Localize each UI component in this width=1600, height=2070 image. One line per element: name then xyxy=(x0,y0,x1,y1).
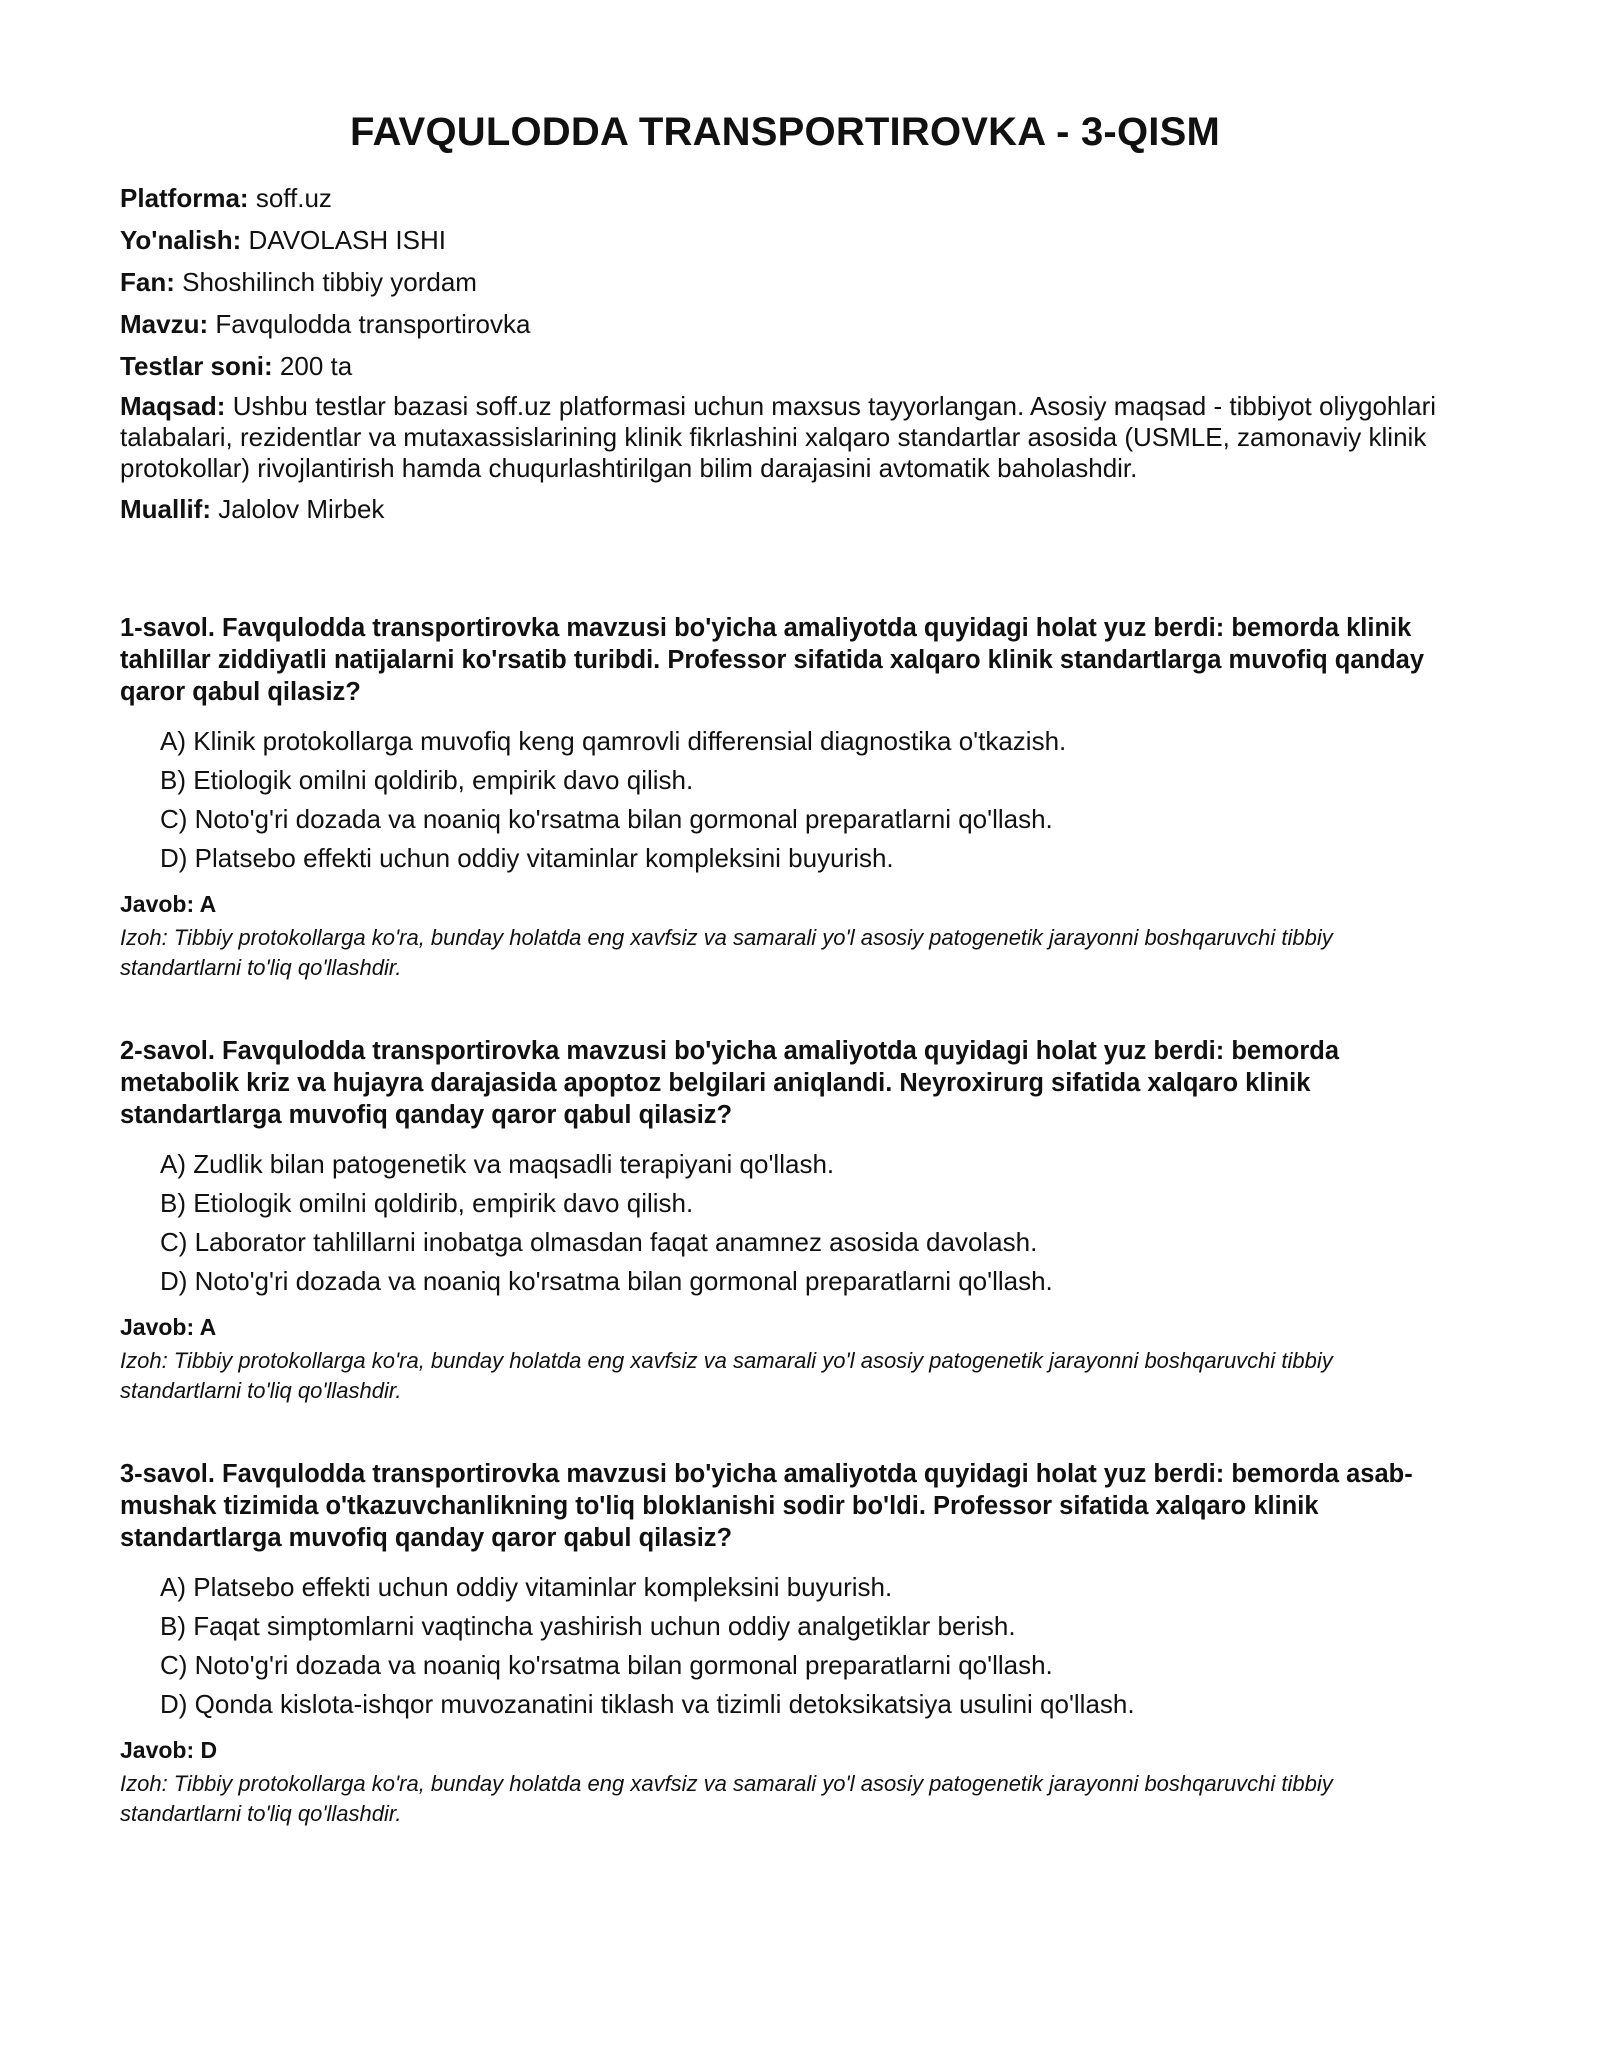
question-item xyxy=(120,1035,1450,1406)
meta-platform xyxy=(120,181,1450,215)
meta-platform-label: Platforma: xyxy=(120,183,249,213)
explanation-text: Izoh: Tibbiy protokollarga ko'ra, bunday holatda eng xavfsiz va samarali yo'l asosiy patogenetik jarayonni boshqaruvchi tibbiy standartlarni to'liq qo'llashdir. xyxy=(120,1348,1333,1403)
meta-topic-value: Favqulodda transportirovka xyxy=(215,309,531,339)
meta-goal-label: Maqsad: xyxy=(120,391,226,421)
option-d: D) Platsebo effekti uchun oddiy vitaminlar kompleksini buyurish. xyxy=(160,843,894,873)
option-c: C) Laborator tahlillarni inobatga olmasdan faqat anamnez asosida davolash. xyxy=(160,1227,1038,1257)
question-text: 2-savol. Favqulodda transportirovka mavzusi bo'yicha amaliyotda quyidagi holat yuz berdi: bemorda metabolik kriz va hujayra darajasida apoptoz belgilari aniqlandi. Neyroxirurg sifatida xalqaro klinik standartlarga muvofiq qanday qaror qabul qilasiz? xyxy=(120,1037,1340,1129)
option-a: A) Klinik protokollarga muvofiq keng qamrovli differensial diagnostika o'tkazish. xyxy=(160,726,1067,756)
meta-section xyxy=(120,181,1450,526)
meta-author xyxy=(120,492,1450,526)
meta-subject-label: Fan: xyxy=(120,267,175,297)
meta-topic xyxy=(120,307,1450,341)
meta-count-label: Testlar soni: xyxy=(120,351,273,381)
question-item xyxy=(120,612,1450,983)
answer-label: Javob: D xyxy=(120,1737,218,1763)
option-a: A) Zudlik bilan patogenetik va maqsadli terapiyani qo'llash. xyxy=(160,1149,835,1179)
explanation-text: Izoh: Tibbiy protokollarga ko'ra, bunday holatda eng xavfsiz va samarali yo'l asosiy patogenetik jarayonni boshqaruvchi tibbiy standartlarni to'liq qo'llashdir. xyxy=(120,925,1333,980)
meta-platform-value: soff.uz xyxy=(255,183,332,213)
meta-goal-value: Ushbu testlar bazasi soff.uz platformasi uchun maxsus tayyorlangan. Asosiy maqsad - tibbiyot oliygohlari talabalari, rezidentlar va mutaxassislarining klinik fikrlashini xalqaro standartlar asosida (USMLE, zamonaviy klinik protokollar) rivojlantirish hamda chuqurlashtirilgan bilim darajasini avtomatik baholashdir. xyxy=(120,391,1437,483)
option-a: A) Platsebo effekti uchun oddiy vitaminlar kompleksini buyurish. xyxy=(160,1572,893,1602)
answer-label: Javob: A xyxy=(120,891,217,917)
question-text: 3-savol. Favqulodda transportirovka mavzusi bo'yicha amaliyotda quyidagi holat yuz berdi: bemorda asab-mushak tizimida o'tkazuvchanlikning to'liq bloklanishi sodir bo'ldi. Professor sifatida xalqaro klinik standartlarga muvofiq qanday qaror qabul qilasiz? xyxy=(120,1460,1413,1552)
meta-subject-value: Shoshilinch tibbiy yordam xyxy=(182,267,477,297)
meta-goal xyxy=(120,391,1450,484)
option-c: C) Noto'g'ri dozada va noaniq ko'rsatma bilan gormonal preparatlarni qo'llash. xyxy=(160,1650,1053,1680)
option-b: B) Faqat simptomlarni vaqtincha yashirish uchun oddiy analgetiklar berish. xyxy=(160,1611,1016,1641)
meta-direction xyxy=(120,223,1450,257)
document-page xyxy=(120,110,1450,1881)
question-text: 1-savol. Favqulodda transportirovka mavzusi bo'yicha amaliyotda quyidagi holat yuz berdi: bemorda klinik tahlillar ziddiyatli natijalarni ko'rsatib turibdi. Professor sifatida xalqaro klinik standartlarga muvofiq qanday qaror qabul qilasiz? xyxy=(120,614,1425,706)
meta-subject xyxy=(120,265,1450,299)
answer-label: Javob: A xyxy=(120,1314,217,1340)
option-b: B) Etiologik omilni qoldirib, empirik davo qilish. xyxy=(160,1188,694,1218)
meta-count xyxy=(120,349,1450,383)
question-item xyxy=(120,1458,1450,1829)
meta-author-value: Jalolov Mirbek xyxy=(218,494,385,524)
meta-direction-value: DAVOLASH ISHI xyxy=(248,225,446,255)
meta-topic-label: Mavzu: xyxy=(120,309,209,339)
option-c: C) Noto'g'ri dozada va noaniq ko'rsatma bilan gormonal preparatlarni qo'llash. xyxy=(160,804,1053,834)
document-title: FAVQULODDA TRANSPORTIROVKA - 3-QISM xyxy=(350,110,1220,154)
option-b: B) Etiologik omilni qoldirib, empirik davo qilish. xyxy=(160,765,694,795)
meta-direction-label: Yo'nalish: xyxy=(120,225,242,255)
option-d: D) Noto'g'ri dozada va noaniq ko'rsatma bilan gormonal preparatlarni qo'llash. xyxy=(160,1266,1053,1296)
meta-count-value: 200 ta xyxy=(279,351,353,381)
questions-list xyxy=(120,612,1450,1829)
meta-author-label: Muallif: xyxy=(120,494,211,524)
explanation-text: Izoh: Tibbiy protokollarga ko'ra, bunday holatda eng xavfsiz va samarali yo'l asosiy patogenetik jarayonni boshqaruvchi tibbiy standartlarni to'liq qo'llashdir. xyxy=(120,1771,1333,1826)
option-d: D) Qonda kislota-ishqor muvozanatini tiklash va tizimli detoksikatsiya usulini qo'llash. xyxy=(160,1689,1135,1719)
